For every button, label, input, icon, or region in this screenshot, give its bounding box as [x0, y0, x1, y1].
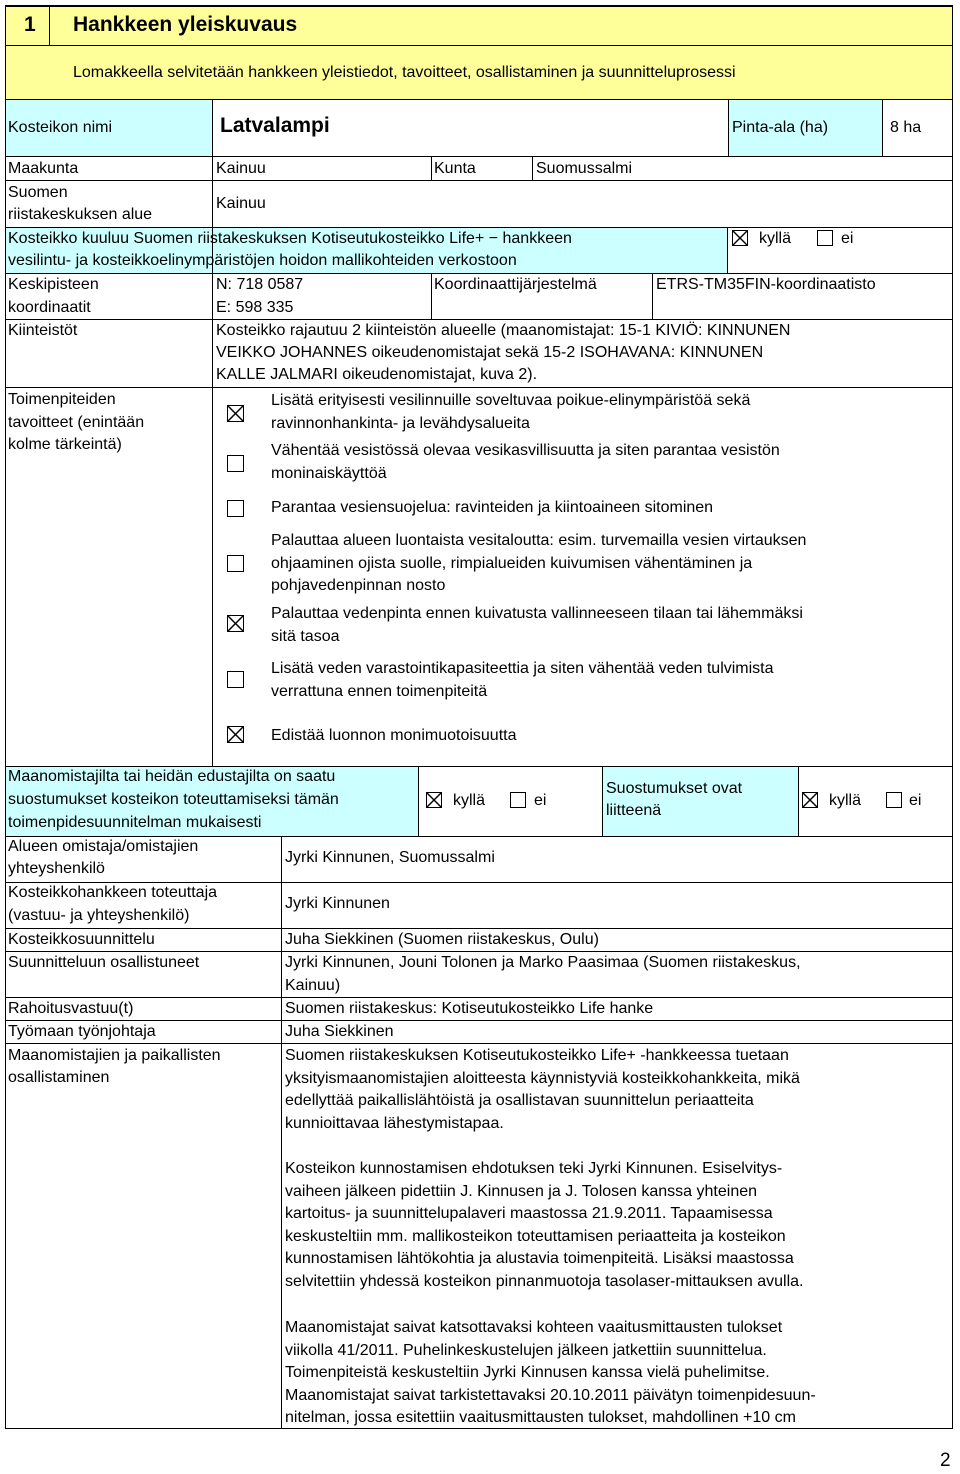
paragraph-line: Maanomistajat saivat katsottavaksi kohteen vaaitusmittausten tulokset — [285, 1319, 783, 1336]
maakunta-label: Maakunta — [8, 160, 79, 177]
paragraph-line: kartoitus- ja suunnittelupalaveri maastossa 21.9.2011. Tapaamisessa — [285, 1205, 773, 1223]
check-mark-icon — [733, 231, 747, 245]
paragraph-line: Kosteikon kunnostamisen ehdotuksen teki Jyrki Kinnunen. Esiselvitys- — [285, 1160, 783, 1177]
goal-text: Lisätä veden varastointikapasiteettia ja siten vähentää veden tulvimista — [271, 660, 774, 677]
kunta-value: Suomussalmi — [536, 160, 633, 177]
paragraph-line: nitelman, jossa esitettiin vaaitusmittausten tulokset, mahdollinen +10 cm — [285, 1409, 796, 1427]
network-text-1: Kosteikko kuuluu Suomen riistakeskuksen Kotiseutukosteikko Life+ − hankkeen — [8, 230, 572, 247]
goal-checkbox[interactable] — [227, 500, 244, 517]
planning-value: Juha Siekkinen (Suomen riistakeskus, Oulu) — [285, 931, 599, 948]
paragraph-line: kunnostamisen lähtökohtia ja alustavia toimenpiteitä. Lisäksi maastossa — [285, 1250, 794, 1268]
network-text-2: vesilintu- ja kosteikkoelinympäristöjen hoidon mallikohteiden verkostoon — [8, 252, 517, 269]
goals-label-3: kolme tärkeintä) — [8, 436, 122, 453]
properties-line-2: VEIKKO JOHANNES oikeudenomistajat sekä 15-2 ISOHAVANA: KINNUNEN — [216, 344, 764, 361]
network-no-checkbox[interactable] — [817, 230, 833, 246]
paragraph-line: selvitettiin yhdessä kosteikon pinnanmuotoja tasolaser-mittauksen avulla. — [285, 1273, 804, 1290]
goal-text: ohjaaminen ojista suolle, rimpialueiden kuivumisen vähentäminen ja — [271, 554, 753, 572]
kunta-label: Kunta — [434, 160, 476, 177]
goal-checkbox[interactable] — [227, 671, 244, 688]
goal-text: ravinnonhankinta- ja levähdysalueita — [271, 414, 530, 432]
goal-checkbox[interactable] — [227, 455, 244, 472]
paragraph-line: vaiheen jälkeen pidettiin J. Kinnusen ja J. Tolosen kanssa yhteinen — [285, 1182, 758, 1200]
goal-text: Lisätä erityisesti vesilinnuille soveltuvaa poikue-elinympäristöä sekä — [271, 392, 751, 409]
owner-value: Jyrki Kinnunen, Suomussalmi — [285, 849, 495, 866]
maakunta-value: Kainuu — [216, 160, 266, 177]
coord-label-2: koordinaatit — [8, 299, 91, 316]
participation-label-1: Maanomistajien ja paikallisten — [8, 1047, 221, 1064]
owner-label-2: yhteyshenkilö — [8, 860, 105, 877]
funding-label: Rahoitusvastuu(t) — [8, 1000, 134, 1017]
consent-label-1: Maanomistajilta tai heidän edustajilta on saatu — [8, 768, 336, 785]
area-value: 8 ha — [890, 119, 922, 136]
network-no-label: ei — [841, 230, 854, 247]
check-mark-icon — [803, 793, 817, 807]
name-label: Kosteikon nimi — [8, 119, 113, 136]
check-mark-icon — [427, 793, 441, 807]
section-number: 1 — [24, 13, 36, 36]
goal-text: sitä tasoa — [271, 627, 340, 645]
goal-checkbox[interactable] — [227, 615, 244, 632]
district-label-1: Suomen — [8, 184, 68, 201]
paragraph-line: viikolla 41/2011. Puhelinkeskustelujen jälkeen jatkettiin suunnittelua. — [285, 1341, 767, 1359]
paragraph-line: yksityismaanomistajien aloitteesta käynnistyviä kosteikkohankkeita, mikä — [285, 1069, 800, 1087]
goals-label-2: tavoitteet (enintään — [8, 414, 145, 431]
consent-no-label: ei — [534, 792, 547, 809]
goal-checkbox[interactable] — [227, 726, 244, 743]
goal-text: Edistää luonnon monimuotoisuutta — [271, 727, 517, 744]
section-title: Hankkeen yleiskuvaus — [73, 13, 298, 36]
implementer-label-1: Kosteikkohankkeen toteuttaja — [8, 884, 218, 901]
goal-checkbox[interactable] — [227, 405, 244, 422]
area-label: Pinta-ala (ha) — [732, 119, 829, 136]
district-label-2: riistakeskuksen alue — [8, 206, 153, 223]
attached-no-checkbox[interactable] — [886, 792, 902, 808]
wetland-name: Latvalampi — [220, 114, 330, 137]
paragraph-line: Maanomistajat saivat tarkistettavaksi 20.10.2011 päivätyn toimenpidesuun- — [285, 1386, 816, 1404]
goal-checkbox[interactable] — [227, 555, 244, 572]
coord-label-1: Keskipisteen — [8, 276, 99, 293]
goal-text: pohjavedenpinnan nosto — [271, 577, 446, 594]
network-yes-label: kyllä — [759, 230, 792, 247]
coord-system-label: Koordinaattijärjestelmä — [434, 276, 597, 293]
funding-value: Suomen riistakeskus: Kotiseutukosteikko Life hanke — [285, 1000, 654, 1017]
network-yes-checkbox[interactable] — [732, 230, 748, 246]
coord-east: E: 598 335 — [216, 299, 294, 316]
implementer-value: Jyrki Kinnunen — [285, 895, 390, 912]
check-mark-icon — [228, 406, 243, 421]
coord-system-value: ETRS-TM35FIN-koordinaatisto — [656, 276, 876, 293]
foreman-label: Työmaan työnjohtaja — [8, 1023, 156, 1040]
properties-line-3: KALLE JALMARI oikeudenomistajat, kuva 2). — [216, 366, 538, 383]
foreman-value: Juha Siekkinen — [285, 1023, 394, 1040]
planning-label: Kosteikkosuunnittelu — [8, 931, 155, 948]
check-mark-icon — [228, 616, 243, 631]
goals-label-1: Toimenpiteiden — [8, 391, 116, 408]
attached-yes-label: kyllä — [829, 792, 862, 809]
check-mark-icon — [228, 727, 243, 742]
participants-value-2: Kainuu) — [285, 977, 341, 994]
attached-yes-checkbox[interactable] — [802, 792, 818, 808]
goal-text: Vähentää vesistössä olevaa vesikasvillisuutta ja siten parantaa vesistön — [271, 442, 780, 459]
attached-label-2: liitteenä — [606, 802, 662, 819]
coord-north: N: 718 0587 — [216, 276, 304, 293]
goal-text: verrattuna ennen toimenpiteitä — [271, 682, 488, 700]
goal-text: moninaiskäyttöä — [271, 464, 387, 482]
consent-no-checkbox[interactable] — [510, 792, 526, 808]
goal-text: Parantaa vesiensuojelua: ravinteiden ja kiintoaineen sitominen — [271, 499, 714, 516]
paragraph-line: kunnioittavaa lähestymistapaa. — [285, 1114, 504, 1132]
consent-yes-label: kyllä — [453, 792, 486, 809]
district-value: Kainuu — [216, 195, 266, 212]
participants-label: Suunnitteluun osallistuneet — [8, 954, 200, 971]
implementer-label-2: (vastuu- ja yhteyshenkilö) — [8, 907, 190, 924]
goal-text: Palauttaa vedenpinta ennen kuivatusta vallinneeseen tilaan tai lähemmäksi — [271, 605, 803, 622]
paragraph-line: edellyttää paikallislähtöistä ja osallistavan suunnittelun periaatteita — [285, 1092, 754, 1110]
participation-label-2: osallistaminen — [8, 1069, 110, 1086]
owner-label-1: Alueen omistaja/omistajien — [8, 838, 199, 855]
properties-label: Kiinteistöt — [8, 322, 78, 339]
page-number: 2 — [940, 1450, 951, 1471]
attached-label-1: Suostumukset ovat — [606, 780, 743, 797]
properties-line-1: Kosteikko rajautuu 2 kiinteistön alueelle (maanomistajat: 15-1 KIVIÖ: KINNUNEN — [216, 322, 791, 339]
consent-yes-checkbox[interactable] — [426, 792, 442, 808]
paragraph-line: Suomen riistakeskuksen Kotiseutukosteikko Life+ -hankkeessa tuetaan — [285, 1047, 789, 1064]
section-intro: Lomakkeella selvitetään hankkeen yleistiedot, tavoitteet, osallistaminen ja suunnitteluprosessi — [73, 64, 736, 81]
attached-no-label: ei — [909, 792, 922, 809]
paragraph-line: Toimenpiteistä keskusteltiin Jyrki Kinnusen kanssa vielä puhelimitse. — [285, 1364, 770, 1382]
consent-label-2: suostumukset kosteikon toteuttamiseksi tämän — [8, 791, 339, 808]
goal-text: Palauttaa alueen luontaista vesitaloutta: esim. turvemailla vesien virtauksen — [271, 532, 807, 549]
paragraph-line: keskusteltiin mm. mallikosteikon toteuttamisen periaatteita ja kosteikon — [285, 1227, 786, 1245]
participants-value-1: Jyrki Kinnunen, Jouni Tolonen ja Marko Paasimaa (Suomen riistakeskus, — [285, 954, 801, 971]
consent-label-3: toimenpidesuunnitelman mukaisesti — [8, 814, 262, 831]
